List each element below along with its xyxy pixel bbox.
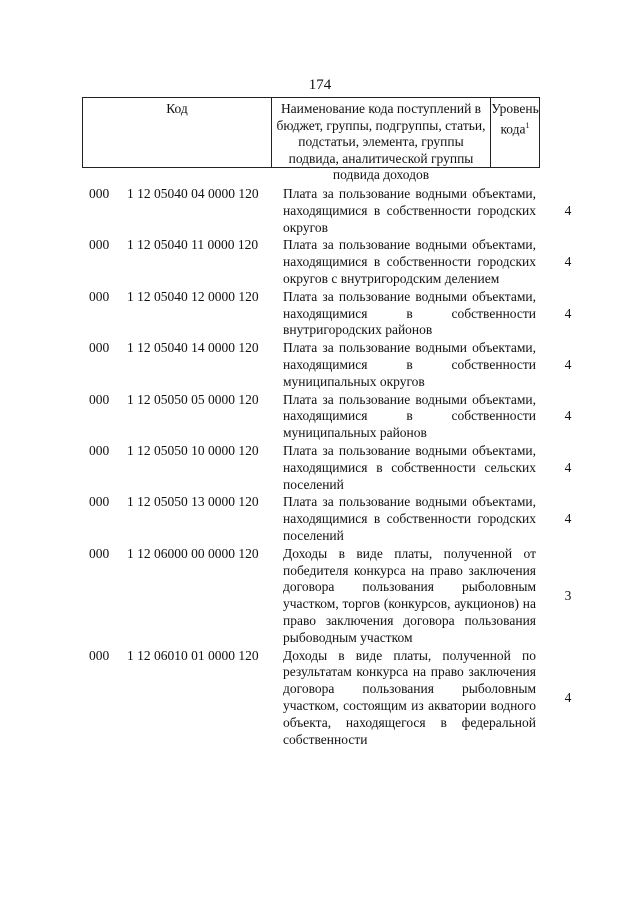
header-code: Код <box>83 98 272 167</box>
table-row <box>0 340 640 390</box>
row-admin-code: 000 <box>89 340 110 356</box>
row-budget-code: 1 12 06000 00 0000 120 <box>127 545 259 561</box>
row-level: 4 <box>564 408 572 424</box>
table-row <box>0 237 640 287</box>
row-budget-code: 1 12 05040 14 0000 120 <box>127 340 259 356</box>
row-budget-code: 1 12 05040 12 0000 120 <box>127 288 259 304</box>
row-admin-code: 000 <box>89 647 110 663</box>
row-admin-code: 000 <box>89 391 110 407</box>
row-admin-code: 000 <box>89 442 110 458</box>
header-level <box>491 98 539 167</box>
row-admin-code: 000 <box>89 186 110 201</box>
row-budget-code: 1 12 05040 04 0000 120 <box>127 186 259 201</box>
row-name: Плата за пользование водными объектами, находящимися в собственности сельских поселений <box>283 442 536 492</box>
row-budget-code: 1 12 05050 13 0000 120 <box>127 494 259 510</box>
row-budget-code: 1 12 06010 01 0000 120 <box>127 647 259 663</box>
row-name: Доходы в виде платы, полученной по результатам конкурса на право заключения договора пользования рыболовным участком, состоящим из акватории водного объекта, находящегося в федеральной собственности <box>283 647 536 747</box>
header-level-label: Уровень кода <box>491 101 539 136</box>
row-budget-code: 1 12 05050 10 0000 120 <box>127 442 259 458</box>
row-level: 4 <box>564 459 572 475</box>
table-row <box>0 494 640 544</box>
header-name: Наименование кода поступлений в бюджет, группы, подгруппы, статьи, подстатьи, элемента, группы подвида, аналитической группы подвида доходов <box>272 98 491 167</box>
row-name: Плата за пользование водными объектами, находящимися в собственности городских округов <box>283 186 536 235</box>
row-level: 4 <box>564 511 572 527</box>
row-name: Доходы в виде платы, полученной от победителя конкурса на право заключения договора пользования рыболовным участком, торгов (конкурсов, аукционов) на право заключения договора пользования рыбоводным участком <box>283 545 536 645</box>
table-row <box>0 289 640 339</box>
row-budget-code: 1 12 05050 05 0000 120 <box>127 391 259 407</box>
row-budget-code: 1 12 05040 11 0000 120 <box>127 237 259 253</box>
row-admin-code: 000 <box>89 288 110 304</box>
row-admin-code: 000 <box>89 237 110 253</box>
row-level: 4 <box>564 202 572 218</box>
row-name: Плата за пользование водными объектами, находящимися в собственности муниципальных районов <box>283 391 536 441</box>
header-level-footnote: 1 <box>525 120 530 130</box>
row-level: 4 <box>564 689 572 705</box>
table-row <box>0 392 640 442</box>
table-body <box>0 186 640 749</box>
table-header <box>82 97 540 182</box>
row-name: Плата за пользование водными объектами, находящимися в собственности городских поселений <box>283 494 536 543</box>
row-name: Плата за пользование водными объектами, находящимися в собственности внутригородских районов <box>283 288 536 338</box>
table-row <box>0 443 640 493</box>
page-number: 174 <box>308 77 332 93</box>
row-admin-code: 000 <box>89 545 110 561</box>
row-name: Плата за пользование водными объектами, находящимися в собственности муниципальных округов <box>283 340 536 389</box>
row-level: 4 <box>564 305 572 321</box>
row-level: 3 <box>564 587 572 603</box>
row-level: 4 <box>564 356 572 372</box>
row-admin-code: 000 <box>89 494 110 510</box>
table-row <box>0 648 640 749</box>
row-name: Плата за пользование водными объектами, находящимися в собственности городских округов с внутригородским делением <box>283 237 536 286</box>
table-row <box>0 546 640 647</box>
table-row <box>0 186 640 236</box>
row-level: 4 <box>564 254 572 270</box>
